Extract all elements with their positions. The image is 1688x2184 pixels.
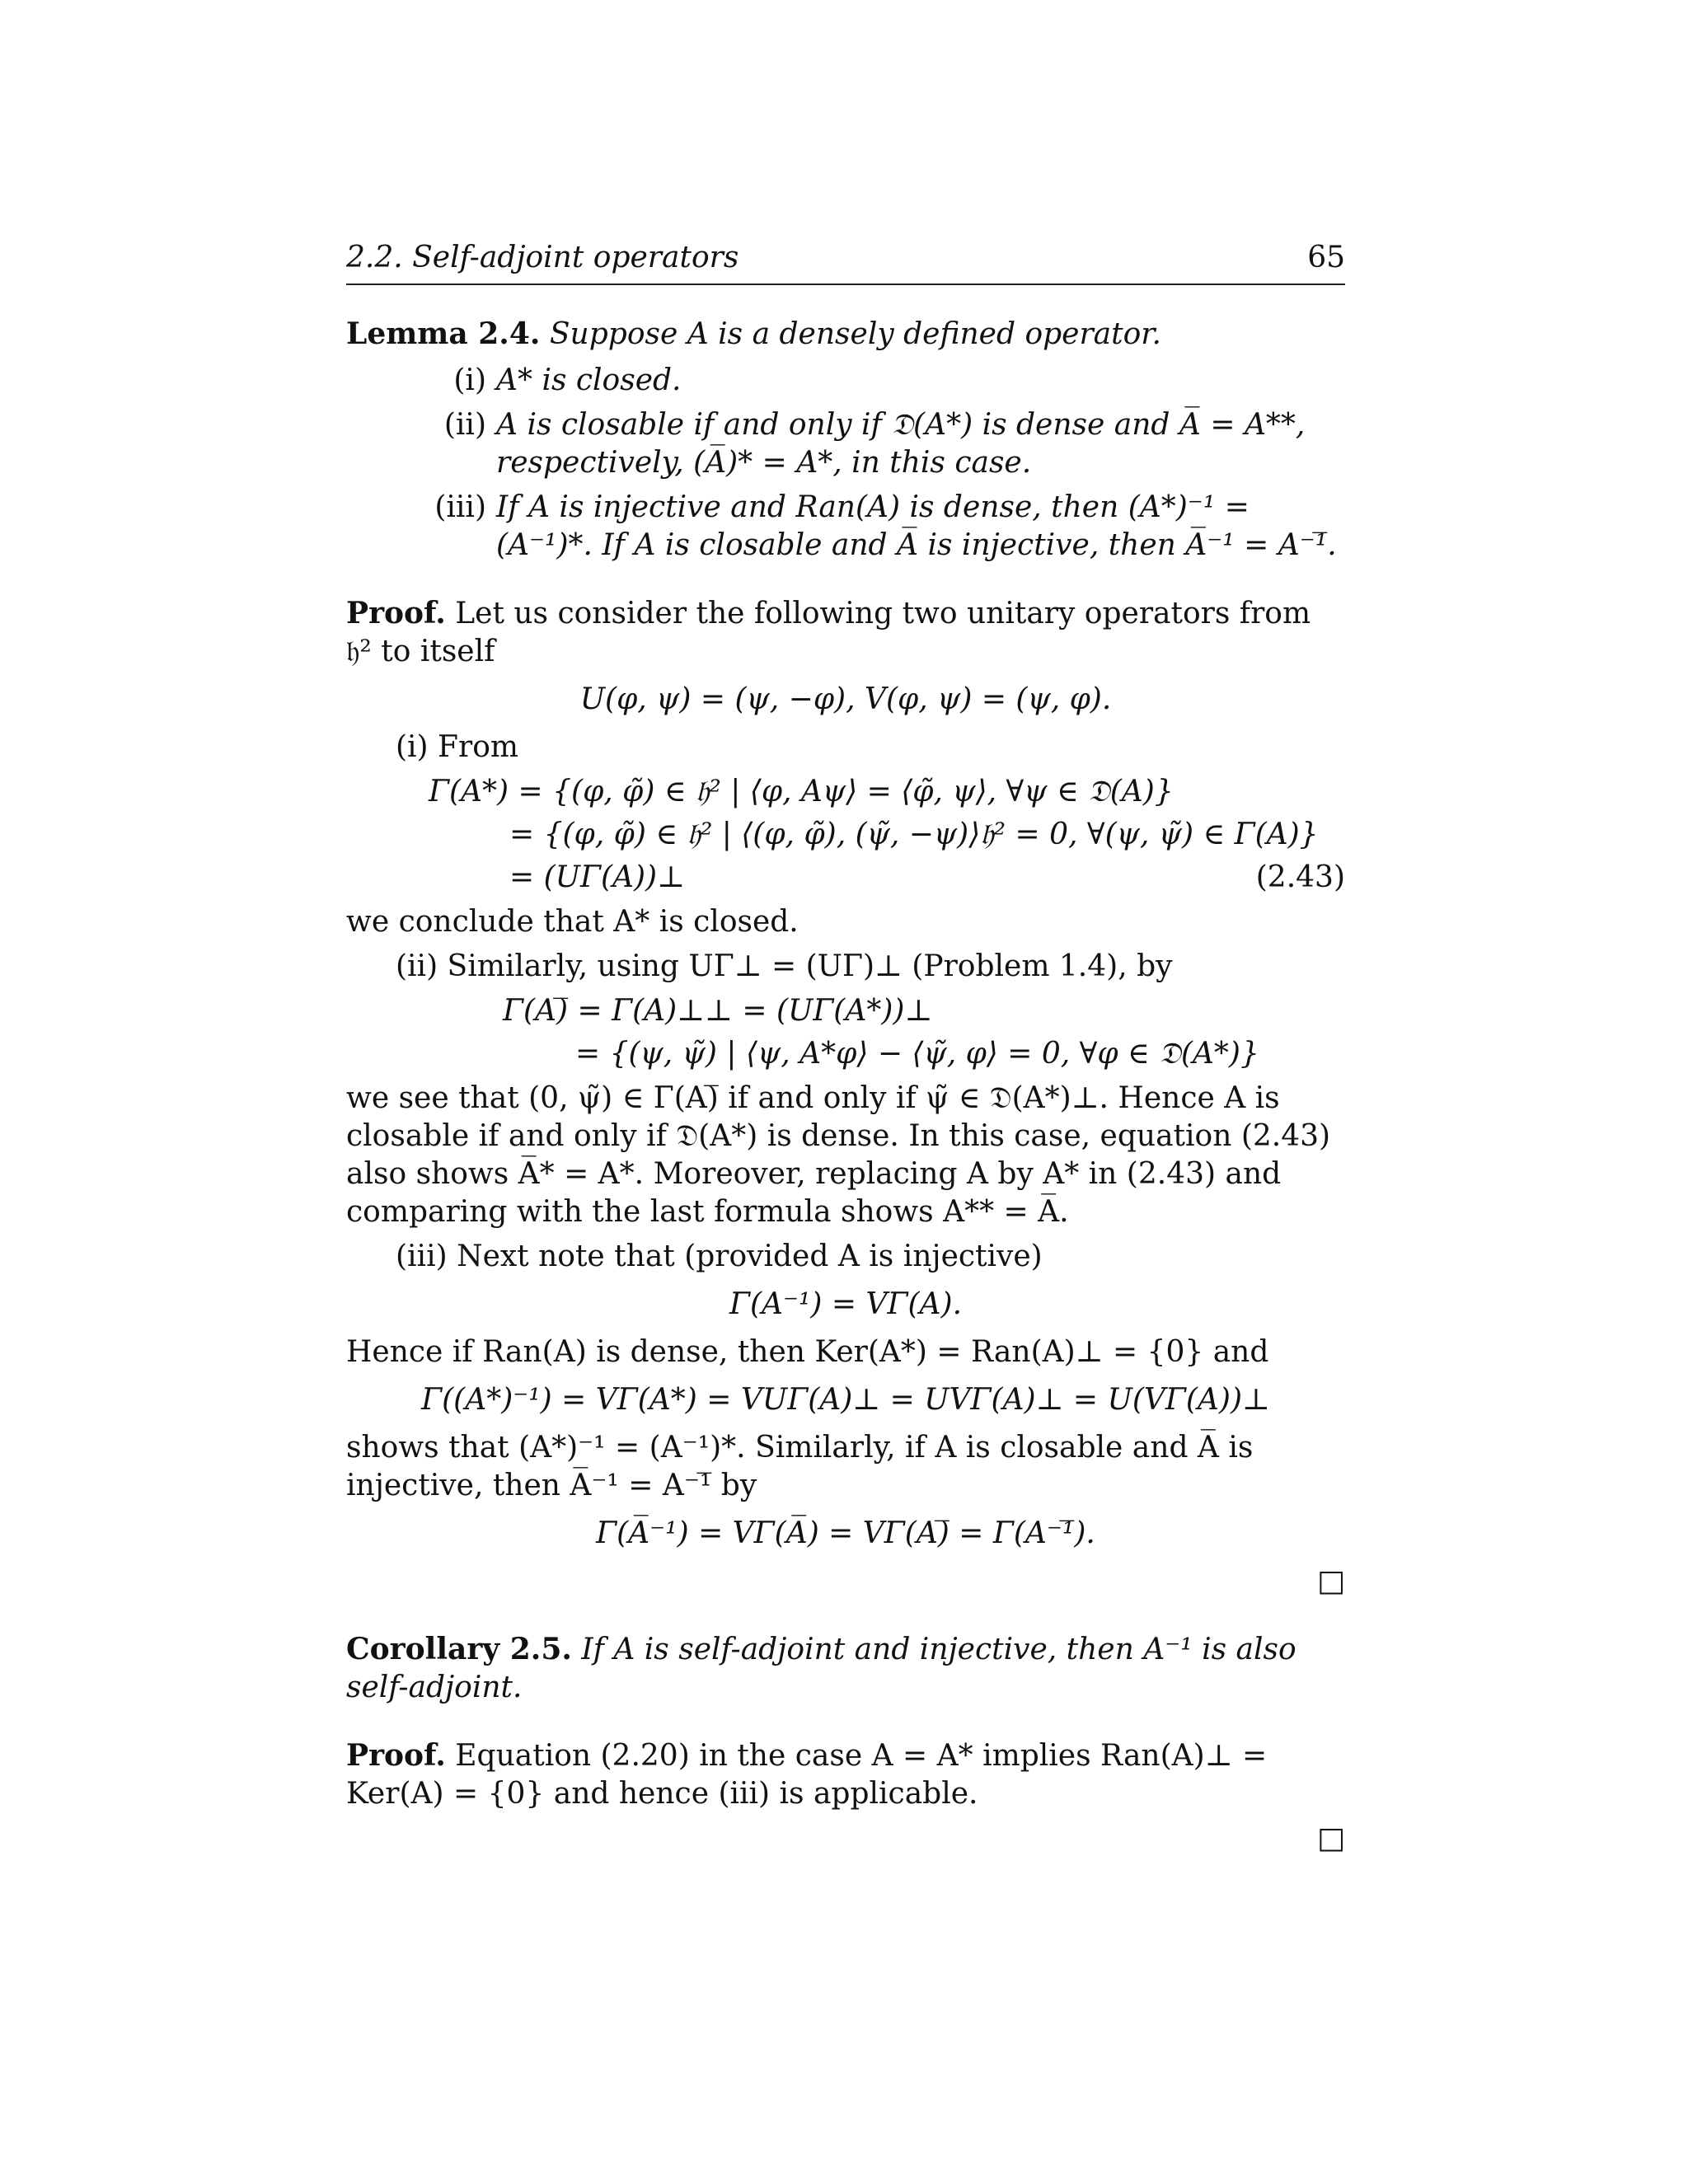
page bbox=[346, 239, 1345, 1858]
proof-block bbox=[346, 594, 1345, 1601]
part-ii-text: we see that (0, ψ̃) ∈ Γ(A)̅ if and only if ψ̃ ∈ 𝔇(A*)⊥. Hence A is closable if and only if 𝔇(A*) is dense. In this case, equation (2.43) also shows A̅* = A*. Moreover, replacing A by A* in (2.43) and comparing with the last formula shows A** = A̅. bbox=[346, 1081, 1331, 1229]
corollary-block bbox=[346, 1630, 1345, 1707]
part-i-conclusion: we conclude that A* is closed. bbox=[346, 905, 799, 939]
equation-closure-inverse: Γ(A̅⁻¹) = VΓ(A̅) = VΓ(A)̅ = Γ(A⁻¹̅). bbox=[596, 1516, 1095, 1550]
proof-label: Proof. bbox=[346, 1738, 446, 1773]
equation-adjoint-inverse: Γ((A*)⁻¹) = VΓ(A*) = VUΓ(A)⊥ = UVΓ(A)⊥ = U(VΓ(A))⊥ bbox=[421, 1383, 1270, 1417]
lemma-block bbox=[346, 315, 1345, 565]
running-header bbox=[346, 239, 1345, 285]
lemma-item: (iii) If A is injective and Ran(A) is dense, then (A*)⁻¹ = (A⁻¹)*. If A is closable and A̅ is injective, then A̅⁻¹ = A⁻¹̅. bbox=[434, 490, 1337, 562]
lemma-label: Lemma 2.4. bbox=[346, 316, 541, 351]
equation-number: (2.43) bbox=[1255, 860, 1345, 894]
equation-inverse-graph: Γ(A⁻¹) = VΓ(A). bbox=[729, 1287, 963, 1321]
proof-block-2 bbox=[346, 1736, 1345, 1858]
proof-label: Proof. bbox=[346, 596, 446, 630]
corollary-label: Corollary 2.5. bbox=[346, 1632, 572, 1666]
equation-uv: U(φ, ψ) = (ψ, −φ), V(φ, ψ) = (ψ, φ). bbox=[579, 682, 1112, 716]
equation-block-2-43: Γ(A*) = {(φ, φ̃) ∈ 𝔥² | ⟨φ, Aψ⟩ = ⟨φ̃, ψ⟩, ∀ψ ∈ 𝔇(A)} = {(φ, φ̃) ∈ 𝔥² | ⟨(φ, φ̃), (ψ̃, −ψ)⟩𝔥² = 0, ∀(ψ, ψ̃) ∈ Γ(A)} = (UΓ(A))⊥ (2.43) bbox=[429, 773, 1345, 897]
lemma-item: (i) A* is closed. bbox=[453, 363, 682, 397]
lemma-items bbox=[396, 362, 1345, 565]
lemma-item: (ii) A is closable if and only if 𝔇(A*) is dense and A̅ = A**, respectively, (A̅)* = A*, in this case. bbox=[443, 408, 1306, 480]
corollary-statement: If A is self-adjoint and injective, then A⁻¹ is also self-adjoint. bbox=[346, 1633, 1296, 1704]
lemma-statement: Suppose A is a densely defined operator. bbox=[549, 317, 1161, 351]
qed-symbol: □ bbox=[1316, 1821, 1345, 1855]
part-i-from: (i) From bbox=[396, 730, 519, 764]
page-number: 65 bbox=[1307, 241, 1345, 274]
part-iii-hence: Hence if Ran(A) is dense, then Ker(A*) = Ran(A)⊥ = {0} and bbox=[346, 1335, 1269, 1369]
qed-symbol: □ bbox=[1316, 1564, 1345, 1598]
proof-text: Equation (2.20) in the case A = A* implies Ran(A)⊥ = Ker(A) = {0} and hence (iii) is applicable. bbox=[346, 1739, 1268, 1811]
part-ii-intro: (ii) Similarly, using UΓ⊥ = (UΓ)⊥ (Problem 1.4), by bbox=[396, 949, 1173, 983]
part-iii-intro: (iii) Next note that (provided A is injective) bbox=[396, 1240, 1043, 1273]
part-iii-shows: shows that (A*)⁻¹ = (A⁻¹)*. Similarly, if A is closable and A̅ is injective, then A̅⁻¹ = A⁻¹̅ by bbox=[346, 1431, 1254, 1502]
equation-block-closure: Γ(A)̅ = Γ(A)⊥⊥ = (UΓ(A*))⊥ = {(ψ, ψ̃) | ⟨ψ, A*φ⟩ − ⟨ψ̃, φ⟩ = 0, ∀φ ∈ 𝔇(A*)} bbox=[503, 994, 1259, 1071]
section-title: 2.2. Self-adjoint operators bbox=[346, 241, 739, 274]
proof-intro: Let us consider the following two unitary operators from 𝔥² to itself bbox=[346, 597, 1311, 668]
